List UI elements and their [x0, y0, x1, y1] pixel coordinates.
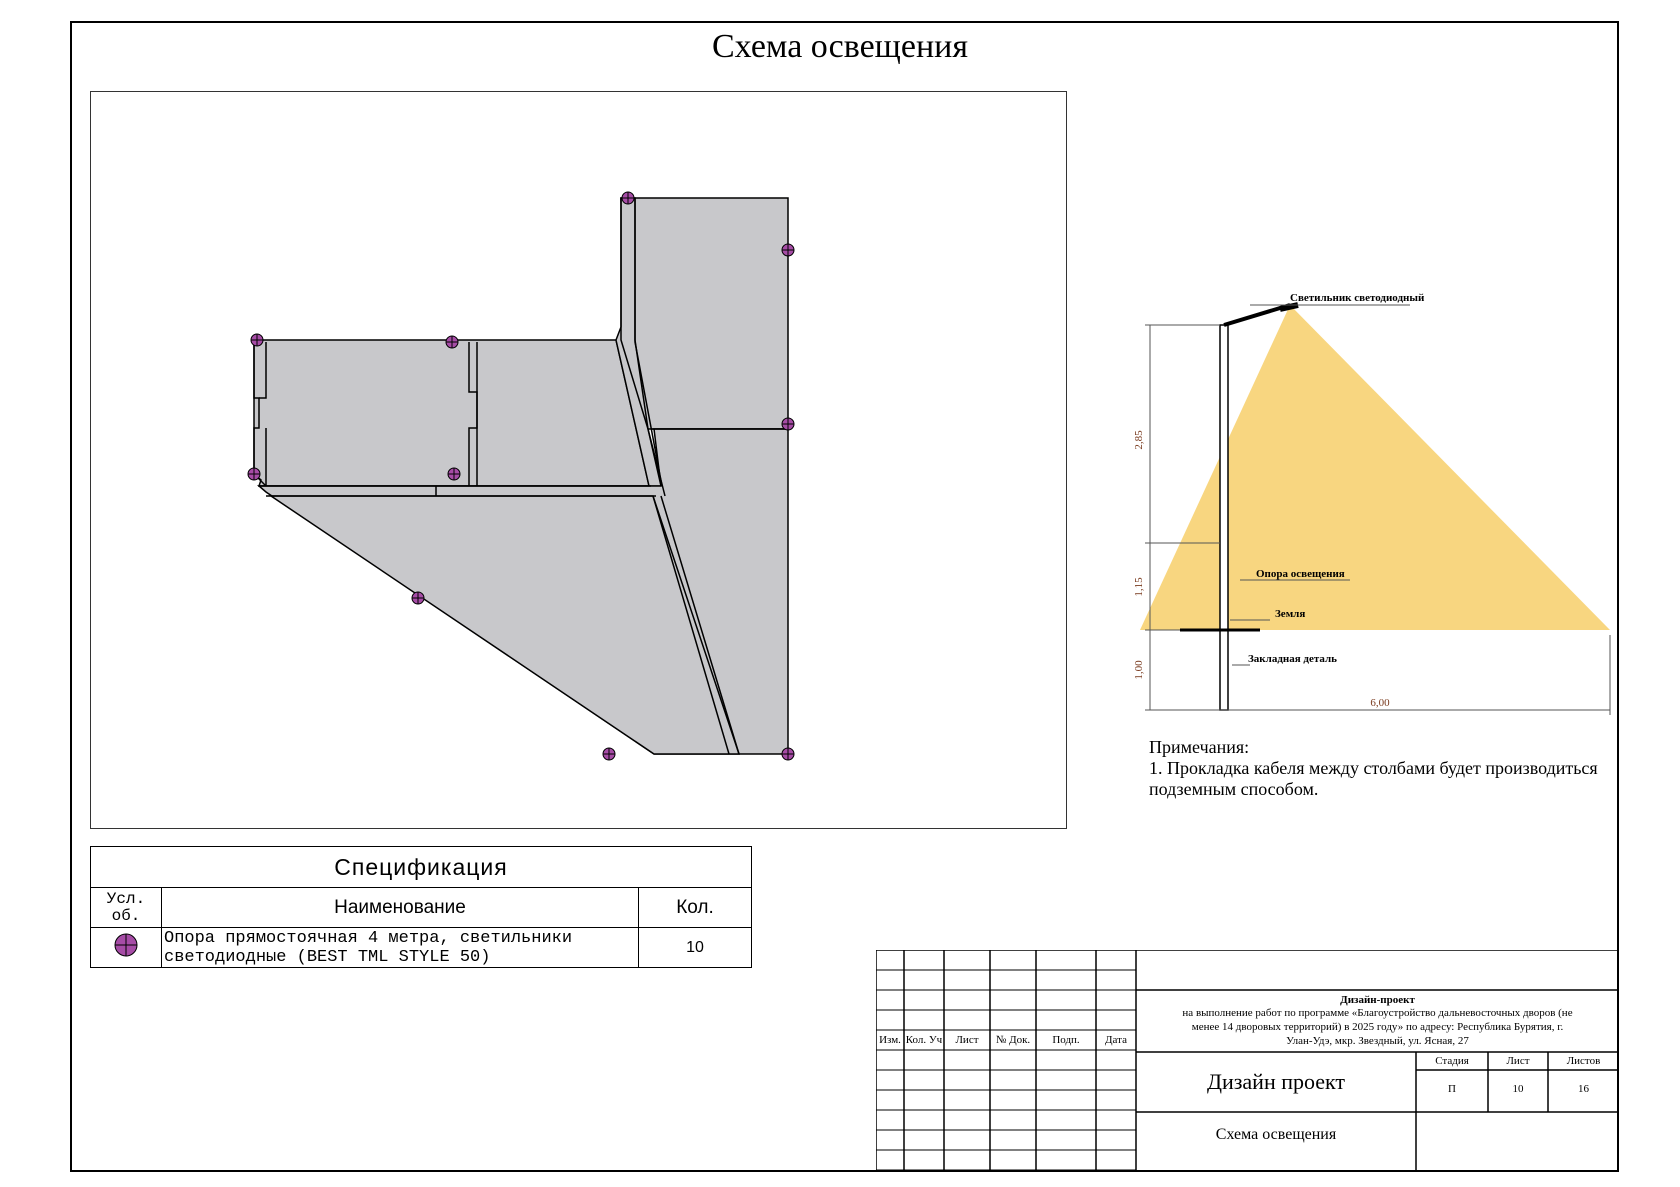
project-line-2: менее 14 дворовых территорий) в 2025 году» по адресу: Республика Бурятия, г.: [1191, 1021, 1564, 1033]
pole-symbol-icon: [113, 932, 139, 958]
notes: [1149, 737, 1598, 800]
sheet-title: Схема освещения: [712, 28, 968, 65]
paved-area-left: [254, 340, 649, 486]
dim-upper: 2,85: [1133, 430, 1145, 450]
stamp-header-4: Подп.: [1052, 1034, 1080, 1046]
specification-table: [90, 846, 752, 968]
sheets-label: Листов: [1566, 1055, 1601, 1067]
stamp-header-0: Изм.: [879, 1034, 901, 1046]
dim-lower: 1,00: [1133, 660, 1145, 680]
stage-label: Стадия: [1435, 1055, 1469, 1067]
pole-label: Опора освещения: [1256, 568, 1345, 580]
sheet-name: Схема освещения: [1215, 1126, 1337, 1143]
spec-symbol-cell: [91, 928, 162, 968]
dim-width: 6,00: [1370, 697, 1390, 709]
stamp-header-5: Дата: [1105, 1034, 1127, 1046]
ground-label: Земля: [1275, 608, 1306, 620]
spec-col-qty: Кол.: [639, 888, 752, 928]
spec-row-qty: 10: [639, 928, 752, 968]
notes-line-1: 1. Прокладка кабеля между столбами будет производиться: [1149, 758, 1598, 778]
notes-heading: Примечания:: [1149, 737, 1250, 757]
doc-type: Дизайн проект: [1206, 1069, 1346, 1094]
lamp-section-diagram: [1120, 265, 1620, 725]
sheets-value: 16: [1578, 1083, 1589, 1095]
luminaire-label: Светильник светодиодный: [1290, 292, 1425, 304]
sheet-value: 10: [1512, 1083, 1524, 1095]
project-line-3: Улан-Удэ, мкр. Звездный, ул. Ясная, 27: [1286, 1035, 1469, 1047]
project-title: Дизайн-проект: [1340, 994, 1415, 1006]
stamp-header-2: Лист: [955, 1034, 979, 1046]
stamp-header-1: Кол. Уч: [905, 1034, 943, 1046]
dim-middle: 1,15: [1133, 577, 1145, 597]
spec-row-name: Опора прямостоячная 4 метра, светильники светодиодные (BEST TML STYLE 50): [162, 928, 639, 968]
site-plan: [90, 91, 1067, 829]
sheet-label: Лист: [1506, 1055, 1530, 1067]
stage-value: П: [1448, 1083, 1456, 1095]
light-cone: [1140, 305, 1610, 630]
pole: [1220, 325, 1228, 710]
paved-area-upper-right: [621, 198, 788, 429]
spec-col-name: Наименование: [162, 888, 639, 928]
embedded-label: Закладная деталь: [1248, 653, 1337, 665]
spec-col-symbol: Усл. об.: [91, 888, 162, 928]
site-plan-drawing: [91, 92, 1068, 830]
project-line-1: на выполнение работ по программе «Благоустройство дальневосточных дворов (не: [1182, 1007, 1573, 1019]
notes-line-2: подземным способом.: [1149, 779, 1319, 799]
spec-title: Спецификация: [91, 847, 752, 888]
stamp-header-3: № Док.: [995, 1034, 1031, 1046]
